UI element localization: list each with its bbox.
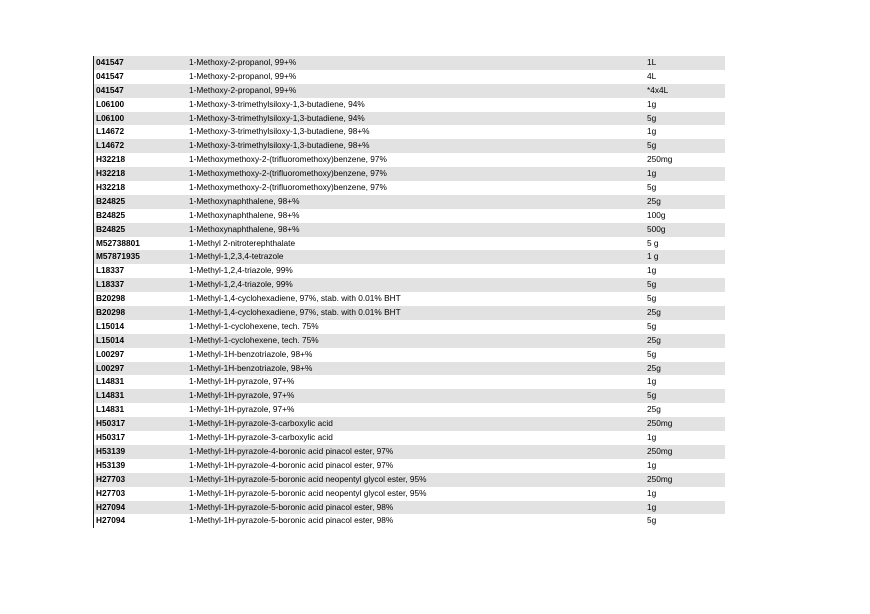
product-code: L06100 (96, 98, 125, 109)
package-quantity: 5 g (647, 237, 659, 248)
product-code: L00297 (96, 348, 125, 359)
table-row (94, 56, 725, 70)
package-quantity: 250mg (647, 473, 673, 484)
table-row (94, 389, 725, 403)
package-quantity: 5g (647, 390, 657, 401)
product-description: 1-Methyl-1,2,4-triazole, 99% (189, 265, 293, 276)
product-code: H32218 (96, 154, 126, 165)
product-description: 1-Methyl-1,4-cyclohexadiene, 97%, stab. with 0.01% BHT (189, 307, 401, 318)
package-quantity: 100g (647, 209, 666, 220)
table-row (94, 70, 725, 84)
product-code: H50317 (96, 418, 126, 429)
package-quantity: 1L (647, 57, 657, 67)
table-row (94, 84, 725, 98)
package-quantity: 5g (647, 515, 657, 526)
package-quantity: 1g (647, 487, 657, 498)
package-quantity: 1g (647, 98, 657, 109)
product-description: 1-Methyl-1H-pyrazole, 97+% (189, 376, 295, 387)
product-description: 1-Methyl-1H-benzotriazole, 98+% (189, 348, 313, 359)
table-row (94, 334, 725, 348)
table-row (94, 403, 725, 417)
table-row (94, 153, 725, 167)
package-quantity: 250mg (647, 445, 673, 456)
table-row (94, 181, 725, 195)
table-row (94, 195, 725, 209)
product-table (93, 56, 725, 528)
table-row (94, 487, 725, 501)
product-code: L18337 (96, 265, 125, 276)
product-code: M52738801 (96, 237, 140, 248)
table-row (94, 320, 725, 334)
product-code: L06100 (96, 112, 125, 123)
product-code: L15014 (96, 320, 125, 331)
table-row (94, 139, 725, 153)
product-description: 1-Methoxy-2-propanol, 99+% (189, 57, 297, 67)
package-quantity: 1g (647, 376, 657, 387)
table-row (94, 348, 725, 362)
product-description: 1-Methoxy-2-propanol, 99+% (189, 70, 297, 81)
package-quantity: 25g (647, 307, 661, 318)
product-description: 1-Methoxy-3-trimethylsiloxy-1,3-butadiene, 98+% (189, 126, 370, 137)
package-quantity: 1g (647, 126, 657, 137)
package-quantity: 1g (647, 501, 657, 512)
package-quantity: 1g (647, 459, 657, 470)
table-row (94, 306, 725, 320)
product-description: 1-Methyl-1H-pyrazole-3-carboxylic acid (189, 432, 333, 443)
package-quantity: 4L (647, 70, 657, 81)
product-code: H27094 (96, 515, 126, 526)
table-row (94, 264, 725, 278)
product-code: H27703 (96, 473, 126, 484)
product-code: H32218 (96, 182, 126, 193)
product-description: 1-Methoxynaphthalene, 98+% (189, 209, 300, 220)
table-row (94, 362, 725, 376)
product-code: H53139 (96, 445, 126, 456)
package-quantity: 5g (647, 348, 657, 359)
product-description: 1-Methyl-1H-pyrazole-5-boronic acid neopentyl glycol ester, 95% (189, 473, 427, 484)
product-code: H32218 (96, 168, 126, 179)
package-quantity: 250mg (647, 154, 673, 165)
product-code: M57871935 (96, 251, 140, 262)
package-quantity: 500g (647, 223, 666, 234)
table-row (94, 209, 725, 223)
table-row (94, 278, 725, 292)
product-description: 1-Methoxy-3-trimethylsiloxy-1,3-butadiene, 94% (189, 112, 365, 123)
product-code: 041547 (96, 70, 124, 81)
table-row (94, 431, 725, 445)
product-description: 1-Methyl-1,4-cyclohexadiene, 97%, stab. with 0.01% BHT (189, 293, 401, 304)
package-quantity: 25g (647, 362, 661, 373)
product-description: 1-Methoxy-2-propanol, 99+% (189, 84, 297, 95)
product-description: 1-Methyl-1H-benzotriazole, 98+% (189, 362, 313, 373)
product-code: L14672 (96, 140, 125, 151)
package-quantity: 5g (647, 320, 657, 331)
product-description: 1-Methyl-1H-pyrazole-5-boronic acid pinacol ester, 98% (189, 515, 394, 526)
package-quantity: 1g (647, 168, 657, 179)
product-description: 1-Methyl 2-nitroterephthalate (189, 237, 296, 248)
table-row (94, 445, 725, 459)
product-code: L14672 (96, 126, 125, 137)
package-quantity: 25g (647, 334, 661, 345)
product-code: 041547 (96, 84, 124, 95)
package-quantity: 25g (647, 195, 661, 206)
product-code: L14831 (96, 390, 125, 401)
product-description: 1-Methoxy-3-trimethylsiloxy-1,3-butadiene, 94% (189, 98, 365, 109)
table-row (94, 459, 725, 473)
product-code: L18337 (96, 279, 125, 290)
product-code: L14831 (96, 404, 125, 415)
package-quantity: 1 g (647, 251, 659, 262)
product-code: H27094 (96, 501, 126, 512)
package-quantity: 5g (647, 140, 657, 151)
product-description: 1-Methyl-1H-pyrazole, 97+% (189, 390, 295, 401)
table-row (94, 223, 725, 237)
product-code: B24825 (96, 223, 126, 234)
table-row (94, 473, 725, 487)
product-code: B20298 (96, 307, 126, 318)
table-row (94, 167, 725, 181)
product-code: H50317 (96, 432, 126, 443)
table-row (94, 501, 725, 515)
product-description: 1-Methyl-1H-pyrazole-3-carboxylic acid (189, 418, 333, 429)
product-description: 1-Methyl-1-cyclohexene, tech. 75% (189, 320, 319, 331)
table-row (94, 98, 725, 112)
package-quantity: *4x4L (647, 84, 669, 95)
product-description: 1-Methyl-1H-pyrazole-5-boronic acid neopentyl glycol ester, 95% (189, 487, 427, 498)
package-quantity: 1g (647, 265, 657, 276)
product-code: H27703 (96, 487, 126, 498)
product-code: L00297 (96, 362, 125, 373)
package-quantity: 5g (647, 279, 657, 290)
product-description: 1-Methoxymethoxy-2-(trifluoromethoxy)benzene, 97% (189, 154, 387, 165)
table-row (94, 292, 725, 306)
table-row (94, 375, 725, 389)
table-row (94, 417, 725, 431)
package-quantity: 1g (647, 432, 657, 443)
package-quantity: 5g (647, 182, 657, 193)
package-quantity: 5g (647, 112, 657, 123)
product-description: 1-Methyl-1H-pyrazole-4-boronic acid pinacol ester, 97% (189, 445, 394, 456)
product-description: 1-Methoxymethoxy-2-(trifluoromethoxy)benzene, 97% (189, 168, 387, 179)
table-row (94, 237, 725, 251)
product-description: 1-Methyl-1H-pyrazole, 97+% (189, 404, 295, 415)
package-quantity: 5g (647, 293, 657, 304)
product-code: B20298 (96, 293, 126, 304)
product-description: 1-Methoxynaphthalene, 98+% (189, 223, 300, 234)
product-description: 1-Methyl-1H-pyrazole-4-boronic acid pinacol ester, 97% (189, 459, 394, 470)
table-row (94, 514, 725, 528)
product-code: H53139 (96, 459, 126, 470)
product-description: 1-Methyl-1,2,4-triazole, 99% (189, 279, 293, 290)
product-description: 1-Methyl-1-cyclohexene, tech. 75% (189, 334, 319, 345)
product-code: L14831 (96, 376, 125, 387)
product-description: 1-Methoxy-3-trimethylsiloxy-1,3-butadiene, 98+% (189, 140, 370, 151)
product-code: B24825 (96, 209, 126, 220)
product-code: 041547 (96, 57, 124, 67)
product-code: L15014 (96, 334, 125, 345)
table-row (94, 112, 725, 126)
product-description: 1-Methyl-1H-pyrazole-5-boronic acid pinacol ester, 98% (189, 501, 394, 512)
table-row (94, 125, 725, 139)
product-description: 1-Methoxynaphthalene, 98+% (189, 195, 300, 206)
package-quantity: 25g (647, 404, 661, 415)
table-row (94, 250, 725, 264)
product-code: B24825 (96, 195, 126, 206)
package-quantity: 250mg (647, 418, 673, 429)
product-description: 1-Methyl-1,2,3,4-tetrazole (189, 251, 284, 262)
product-description: 1-Methoxymethoxy-2-(trifluoromethoxy)benzene, 97% (189, 182, 387, 193)
